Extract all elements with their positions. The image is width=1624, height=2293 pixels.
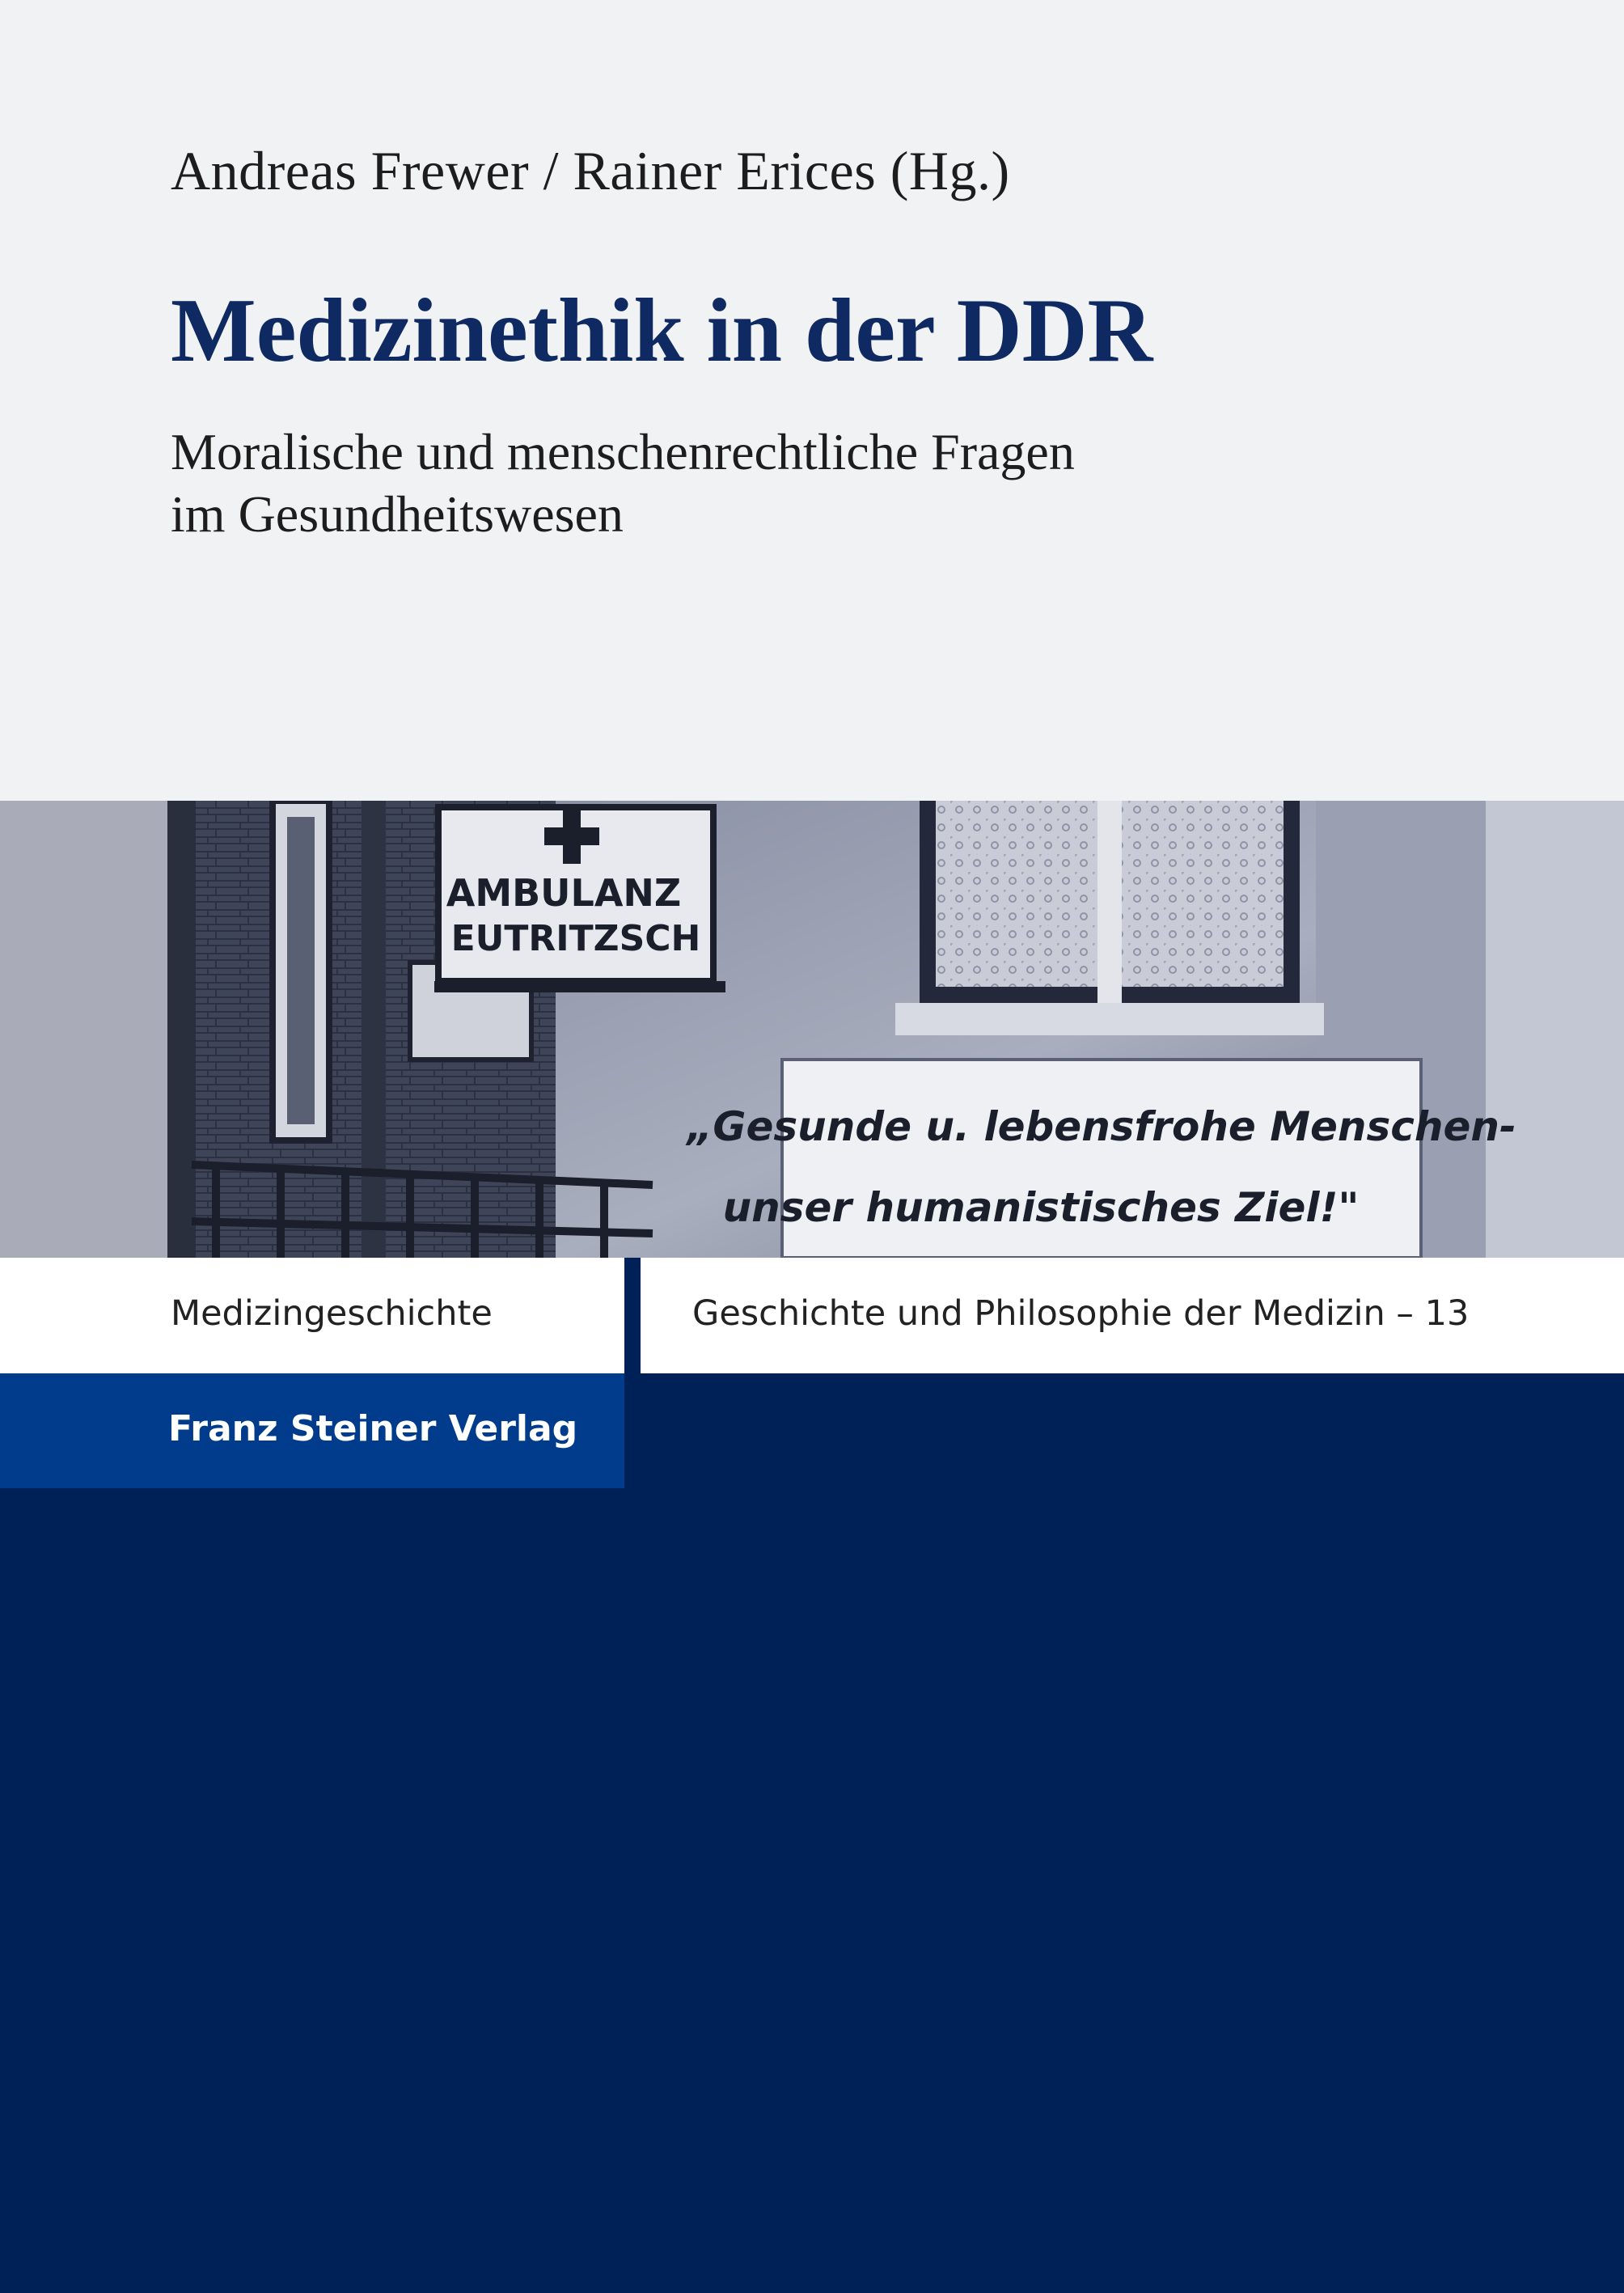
series-right-box — [641, 1258, 1624, 1373]
cover-authors: Andreas Frewer / Rainer Erices (Hg.) — [171, 140, 1010, 201]
publisher-band — [0, 1373, 1624, 1488]
publisher-name: Franz Steiner Verlag — [168, 1408, 578, 1449]
series-category: Medizingeschichte — [171, 1293, 493, 1334]
cover-bottom-panel — [0, 1488, 1624, 2293]
cover-photo — [167, 801, 1624, 1258]
series-divider — [624, 1258, 641, 1373]
ambulanz-sign-line2: EUTRITZSCH — [450, 918, 701, 959]
series-title: Geschichte und Philosophie der Medizin – 13 — [692, 1293, 1470, 1334]
banner-line2: unser humanistisches Ziel!" — [722, 1184, 1360, 1231]
gray-accent-block — [0, 801, 167, 1258]
photo-strip — [0, 801, 1624, 1258]
ambulanz-sign-line1: AMBULANZ — [446, 871, 682, 915]
series-left-box — [0, 1258, 624, 1373]
series-band — [0, 1258, 1624, 1373]
photo-banner-sign — [685, 1060, 1516, 1258]
subtitle-line-2: im Gesundheitswesen — [171, 485, 624, 543]
publisher-box — [0, 1373, 624, 1488]
banner-line1: „Gesunde u. lebensfrohe Menschen- — [687, 1103, 1516, 1150]
subtitle-line-1: Moralische und menschenrechtliche Fragen — [171, 423, 1075, 480]
cover-title: Medizinethik in der DDR — [171, 281, 1153, 381]
cover-header — [0, 0, 1624, 801]
photo-ambulanz-sign — [434, 807, 725, 992]
cover-subtitle — [171, 421, 1465, 545]
